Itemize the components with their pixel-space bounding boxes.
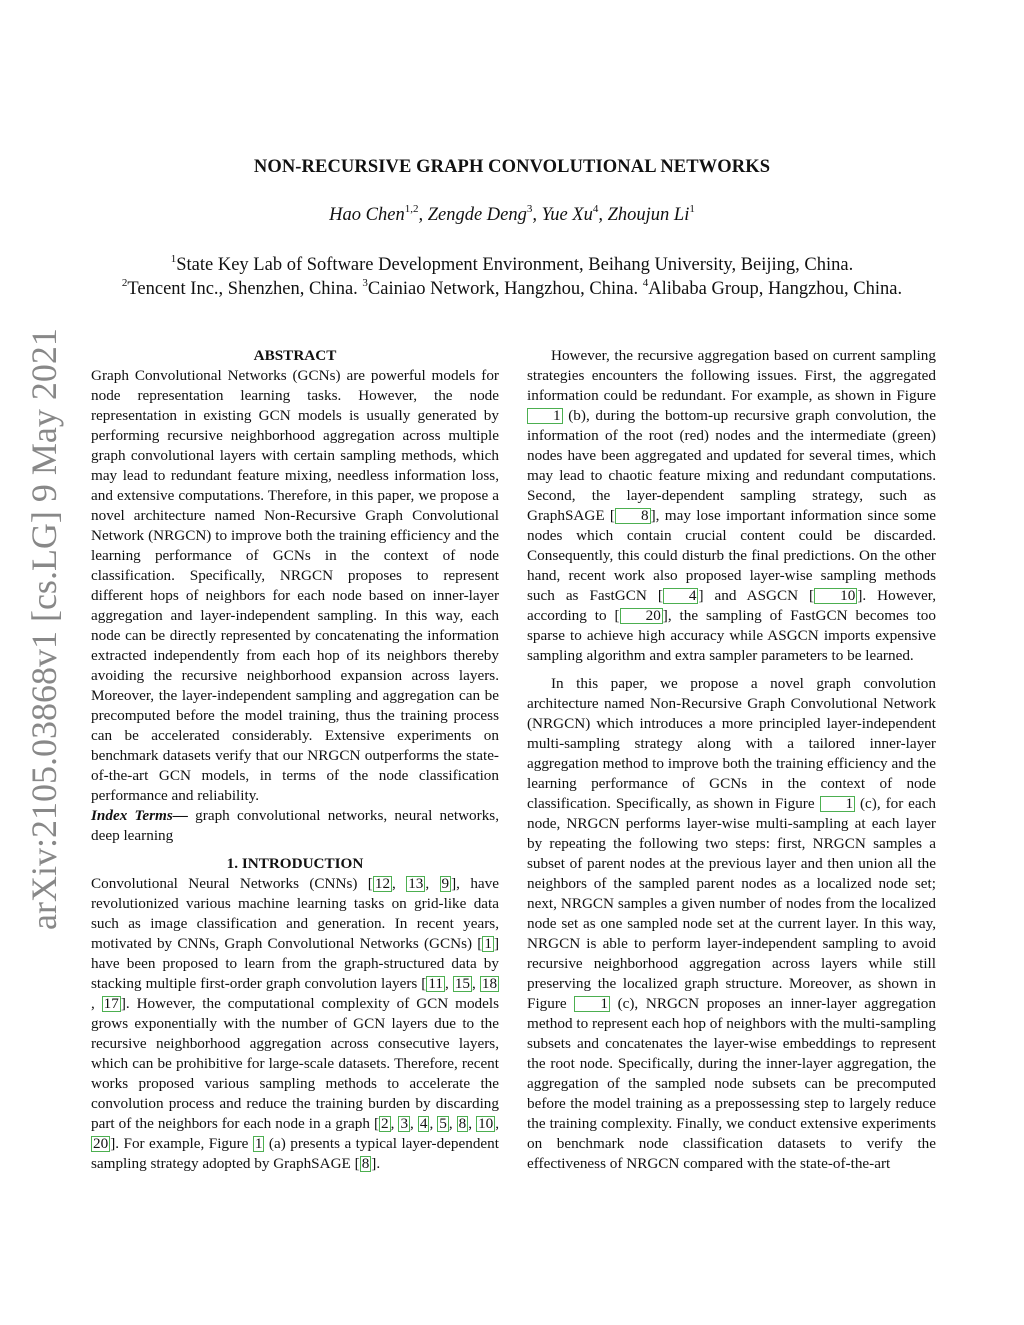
text-run: ]. However, according to [ [527,587,937,624]
citation-link[interactable]: 8 [458,1115,467,1132]
introduction-heading: 1. INTRODUCTION [226,855,364,872]
citation-link[interactable]: 8 [361,1155,370,1172]
text-run: However, the recursive aggregation based on current sampling strategies encounters the following issues. First, the aggregated information could be redundant. For example, as shown in Figure [527,347,936,404]
author-name: Zengde Deng [427,205,527,225]
text-run: ], may lose important information since some nodes which contain crucial content could be discarded. Consequently, this could disturb the final predictions. On the other hand, recent work also proposed layer-wise sampling methods such as FastGCN [ [527,507,936,604]
author-affiliation-mark: 1 [689,203,695,215]
author-name: Hao Chen [329,205,405,225]
citation-link[interactable]: 1 [484,935,492,952]
arxiv-identifier: arXiv:2105.03868v1 [cs.LG] 9 May 2021 [24,328,64,930]
citation-link[interactable]: 15 [454,975,471,992]
affiliation-mark: 2 [121,277,128,289]
affiliation: Alibaba Group, Hangzhou, China. [648,279,903,299]
affiliation-line-1 [0,255,1024,276]
citation-link[interactable]: 20 [93,1135,109,1152]
text-run: ]. However, the computational complexity of GCN models grows exponentially with the number of GCN layers due to the recursive neighborhood aggregation across consecutive layers, which can be prohibitive for large-scale datasets. Therefore, recent works proposed various sampling methods to accelerate the convolution process and reduce the training burden by discarding part of the neighbors for each node in a graph [ [91,995,500,1132]
figure-link[interactable]: 1 [574,996,610,1012]
text-run: ]. For example, Figure [110,1135,253,1152]
text-run: (b), during the bottom-up recursive graph convolution, the information of the root (red) nodes and the intermediate (green) nodes have been aggregated and updated for several times, which may lead to chaotic feature mixing and redundant computations. Second, the layer-dependent sampling strategy, such as GraphSAGE [ [527,407,936,524]
abstract-text: Graph Convolutional Networks (GCNs) are powerful models for node representation learning tasks. However, the node representation in existing GCN models is usually generated by performing recursive neighborhood aggregation across multiple graph convolutional layers with certain sampling methods, which may lead to redundant feature mixing, needless information loss, and extensive computations. Therefore, in this paper, we propose a novel architecture named Non-Recursive Graph Convolutional Network (NRGCN) to improve both the training efficiency and the learning performance of GCNs in the context of node classification. Specifically, NRGCN proposes to represent different hops of neighbors for each node based on inner-layer aggregation and layer-independent sampling. In this way, each node can be directly represented by concatenating the information extracted independently from each hop of its neighbors thereby avoiding the recursive neighborhood expansion across layers. Moreover, the layer-independent sampling and aggregation can be precomputed before the model training, thus the training process can be accelerated considerably. Extensive experiments on benchmark datasets verify that our NRGCN outperforms the state-of-the-art GCN models, in terms of the node classification performance and reliability. [91,367,499,804]
intro-paragraph-1: Convolutional Neural Networks (CNNs) [ 12 , 13 , 9 ], have revolutionized various machine learning tasks on grid-like data such as image classification and generation. In recent years, motivated by CNNs, Graph Convolutional Networks (GCNs) [ 1 ] have been proposed to learn from the graph-structured data by stacking multiple first-order graph convolution layers [ 11 , 15 , 18, 17 ]. However, the computational complexity of GCN models grows exponentially with the number of GCN layers due to the recursive neighborhood aggregation across consecutive layers, which can be prohibitive for large-scale datasets. Therefore, recent works proposed various sampling methods to accelerate the convolution process and reduce the training burden by discarding part of the neighbors for each node in a graph [ 2 , 3 , 4 , 5 , 8 , 10 , 20 ]. For example, Figure 1 (a) presents a typical layer-dependent sampling strategy adopted by GraphSAGE [ 8 ]. [91,875,500,1172]
citation-link[interactable]: 3 [400,1115,409,1132]
citation-link[interactable]: 12 [374,875,391,892]
affiliation-mark: 4 [642,277,649,289]
citation-link[interactable]: 5 [439,1115,447,1132]
citation-link[interactable]: 13 [408,875,424,892]
text-run: ] have been proposed to learn from the graph-structured data by stacking multiple first-order graph convolution layers [ [91,935,499,992]
affiliation-mark: 1 [170,253,177,265]
affiliation-line-2 [0,279,1024,300]
citation-link[interactable]: 11 [428,975,443,992]
index-terms-label: Index Terms— [91,807,188,824]
citation-link[interactable]: 17 [103,995,119,1012]
text-run: ]. [371,1155,381,1172]
citation-link[interactable]: 10 [478,1115,494,1132]
citation-link[interactable]: 20 [620,608,663,624]
author-list: Hao Chen$^{1,2}$, Zengde Deng$^3$, Yue Xu$^4$, Zhoujun Li$^1$ [329,203,695,225]
paper-title: NON-RECURSIVE GRAPH CONVOLUTIONAL NETWORKS [253,157,771,177]
text-run: Convolutional Neural Networks (CNNs) [ [91,875,373,892]
left-column [91,346,499,1174]
author-affiliation-mark: 1,2 [404,203,419,215]
index-terms [91,806,499,846]
citation-link[interactable]: 18 [481,975,498,992]
author-affiliation-mark: 4 [592,203,599,215]
text-run: ], have revolutionized various machine learning tasks on grid-like data such as image classification and generation. In recent years, motivated by CNNs, Graph Convolutional Networks (GCNs) [ [91,875,500,952]
affiliation: Tencent Inc., Shenzhen, China. [127,279,358,299]
citation-link[interactable]: 4 [663,588,699,604]
intro-paragraph-3 [527,674,936,1174]
figure-link[interactable]: 1 [527,408,563,424]
intro-paragraph-2 [527,346,936,666]
affiliation: State Key Lab of Software Development Environment, Beihang University, Beijing, China. [176,255,854,275]
citation-link[interactable]: 10 [814,588,857,604]
text-run: ], the sampling of FastGCN becomes too sparse to achieve high accuracy while ASGCN imports expensive sampling algorithm and extra sampler parameters to be learned. [527,607,936,664]
abstract-heading: ABSTRACT [253,347,337,364]
text-run: (c), for each node, NRGCN performs layer-wise multi-sampling at each layer by repeating the following two steps: first, NRGCN samples a subset of parent nodes at the previous layer and then union all the neighbors of the sampled parent nodes as a localized node set; next, NRGCN samples a given number of nodes from the localized node set as one sampled node set at the current layer. In this way, NRGCN is able to perform layer-independent sampling to avoid recursive neighborhood aggregation across layers while still preserving the localized graph structure. Moreover, as shown in Figure [527,795,936,1012]
citation-link[interactable]: 2 [381,1115,389,1132]
citation-link[interactable]: 9 [441,875,450,892]
author-affiliation-mark: 3 [526,203,533,215]
author-name: Yue Xu [541,205,593,225]
citation-link[interactable]: 8 [615,508,651,524]
text-run: (a) presents a typical layer-dependent sampling strategy adopted by GraphSAGE [ [91,1135,499,1172]
affiliation: Cainiao Network, Hangzhou, China. [367,279,639,299]
author-name: Zhoujun Li [607,205,690,225]
index-terms-text: graph convolutional networks, neural networks, deep learning [91,807,500,844]
affiliation-mark: 3 [362,277,368,289]
text-run: (c), NRGCN proposes an inner-layer aggregation method to represent each hop of neighbors with the multi-sampling subsets and concatenates the layer-wise embeddings to represent the root node. Specifically, during the inner-layer aggregation, the aggregation of the sampled node subsets can be precomputed before the model training as a prepossessing step to largely reduce the training complexity. Finally, we conduct extensive experiments on benchmark node classification datasets to verify the effectiveness of NRGCN compared with the state-of-the-art [527,995,936,1172]
text-run: In this paper, we propose a novel graph convolution architecture named Non-Recursive Graph Convolutional Network (NRGCN) which introduces a more principled layer-independent multi-sampling strategy along with a tailored inner-layer aggregation method to improve both the training efficiency and the learning performance of GCNs in the context of node classification. Specifically, as shown in Figure [527,675,936,812]
right-column [527,346,936,1174]
text-run: ] and ASGCN [ [698,587,815,604]
figure-link[interactable]: 1 [254,1135,263,1152]
citation-link[interactable]: 4 [419,1115,428,1132]
figure-link[interactable]: 1 [820,796,856,812]
